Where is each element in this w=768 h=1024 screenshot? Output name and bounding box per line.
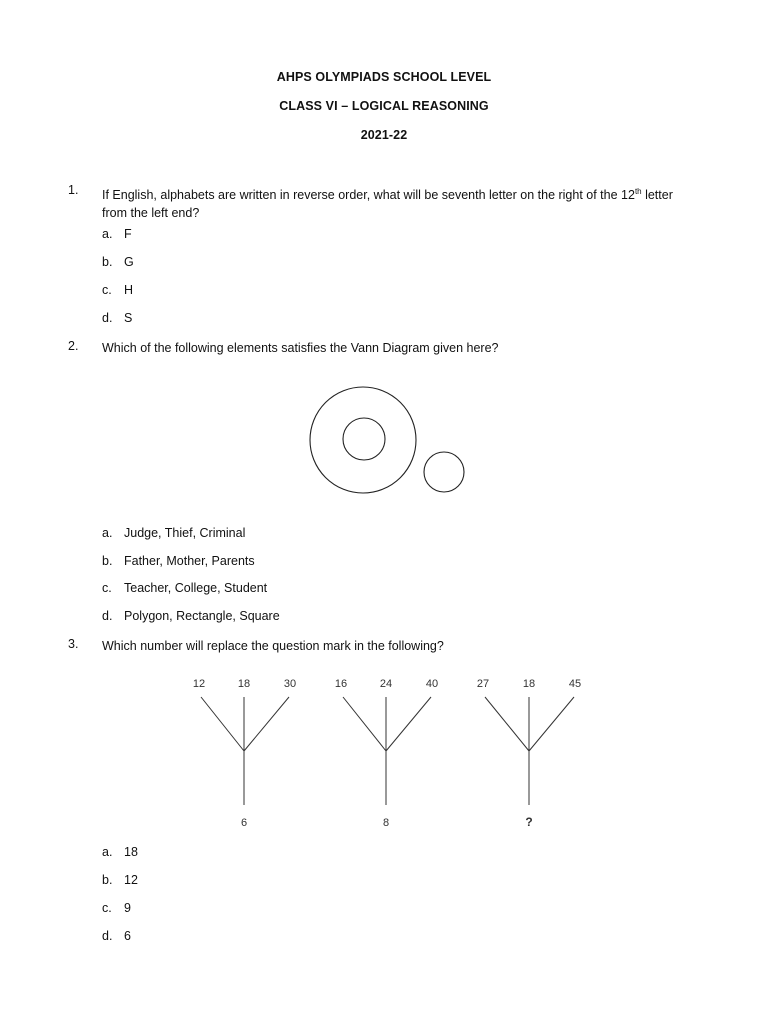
tree-2-left-branch bbox=[343, 697, 386, 751]
option-label: b. bbox=[102, 554, 113, 568]
number-tree-3 bbox=[477, 678, 581, 829]
academic-year: 2021-22 bbox=[360, 128, 408, 142]
tree-1-top-middle: 18 bbox=[237, 678, 251, 690]
venn-separate-circle bbox=[424, 452, 464, 492]
option-label: a. bbox=[102, 526, 113, 540]
tree-3-right-branch bbox=[529, 697, 574, 751]
option-text: 12 bbox=[124, 873, 138, 887]
tree-1-top-left: 12 bbox=[192, 678, 206, 690]
option-label: d. bbox=[102, 929, 113, 943]
tree-3-top-middle: 18 bbox=[522, 678, 536, 690]
option-label: a. bbox=[102, 845, 113, 859]
venn-outer-circle bbox=[310, 387, 416, 493]
number-tree-1 bbox=[193, 678, 296, 829]
option-text: 6 bbox=[124, 929, 131, 943]
tree-3-bottom: ? bbox=[525, 815, 533, 829]
option-text: G bbox=[124, 255, 134, 269]
question-1-text bbox=[102, 183, 712, 222]
question-1-text-part1: If English, alphabets are written in reverse order, what will be seventh letter on the right of the 12 bbox=[102, 188, 635, 203]
question-3-number: 3. bbox=[68, 637, 79, 651]
option-label: d. bbox=[102, 609, 113, 623]
question-2-number: 2. bbox=[68, 339, 79, 353]
tree-1-top-right: 30 bbox=[283, 678, 297, 690]
tree-1-left-branch bbox=[201, 697, 244, 751]
tree-2-right-branch bbox=[386, 697, 431, 751]
option-text: S bbox=[124, 311, 133, 325]
tree-1-right-branch bbox=[244, 697, 289, 751]
venn-inner-circle bbox=[343, 418, 385, 460]
tree-2-top-middle: 24 bbox=[379, 678, 393, 690]
option-text: H bbox=[124, 283, 134, 297]
tree-2-bottom: 8 bbox=[382, 817, 390, 829]
question-1-number: 1. bbox=[68, 183, 79, 197]
tree-3-top-left: 27 bbox=[476, 678, 490, 690]
question-1-text-part2: letter bbox=[641, 188, 673, 203]
option-label: b. bbox=[102, 873, 113, 887]
option-label: c. bbox=[102, 581, 112, 595]
option-text: 9 bbox=[124, 901, 131, 915]
tree-2-top-left: 16 bbox=[334, 678, 348, 690]
option-text: 18 bbox=[124, 845, 138, 859]
number-trees-diagram bbox=[0, 665, 768, 837]
tree-1-bottom: 6 bbox=[240, 817, 248, 829]
option-text: F bbox=[124, 227, 132, 241]
question-3-text: Which number will replace the question mark in the following? bbox=[102, 639, 444, 653]
option-text: Polygon, Rectangle, Square bbox=[124, 609, 280, 623]
option-text: Judge, Thief, Criminal bbox=[124, 526, 246, 540]
question-2-text: Which of the following elements satisfies the Vann Diagram given here? bbox=[102, 341, 499, 355]
tree-3-left-branch bbox=[485, 697, 529, 751]
venn-diagram bbox=[300, 378, 480, 508]
question-1-text-line2: from the left end? bbox=[102, 206, 200, 221]
number-tree-2 bbox=[335, 678, 438, 829]
option-label: b. bbox=[102, 255, 113, 269]
option-text: Father, Mother, Parents bbox=[124, 554, 255, 568]
question-1-text-sup: th bbox=[634, 187, 642, 196]
option-label: d. bbox=[102, 311, 113, 325]
option-label: c. bbox=[102, 283, 112, 297]
option-label: c. bbox=[102, 901, 112, 915]
worksheet-title: AHPS OLYMPIADS SCHOOL LEVEL bbox=[276, 70, 492, 84]
tree-2-top-right: 40 bbox=[425, 678, 439, 690]
option-label: a. bbox=[102, 227, 113, 241]
worksheet-subtitle: CLASS VI – LOGICAL REASONING bbox=[279, 99, 489, 113]
tree-3-top-right: 45 bbox=[568, 678, 582, 690]
option-text: Teacher, College, Student bbox=[124, 581, 268, 595]
